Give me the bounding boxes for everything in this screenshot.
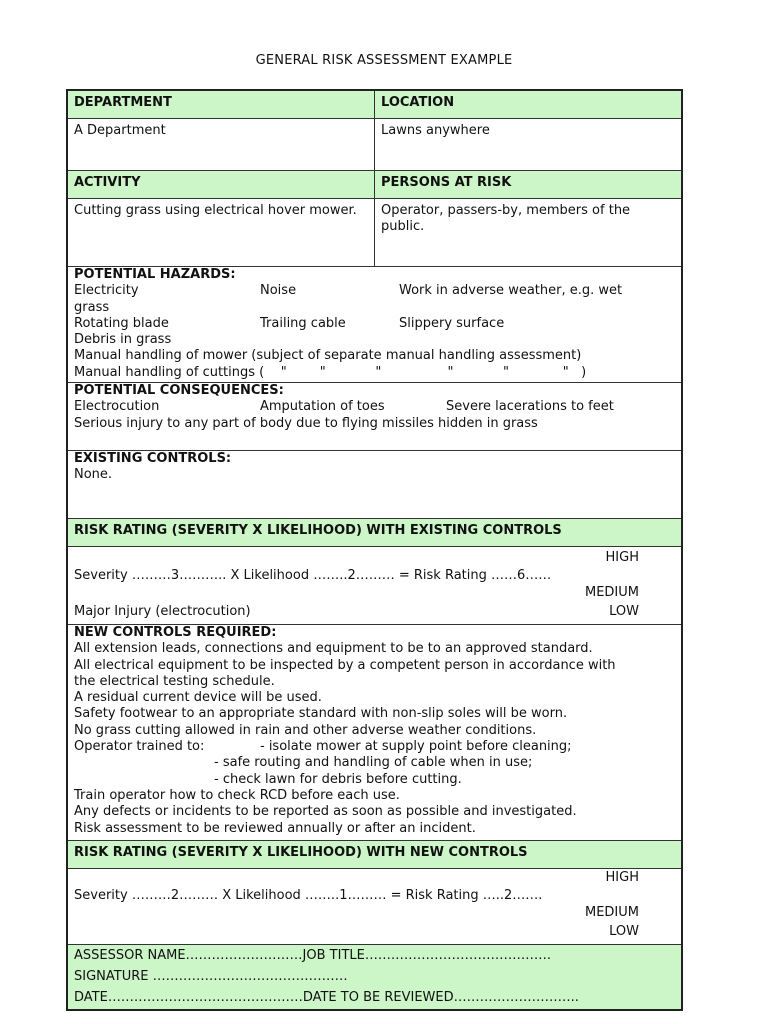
persons-at-risk-label: PERSONS AT RISK <box>381 175 512 190</box>
potential-hazards-section <box>68 267 681 383</box>
training-debris: - check lawn for debris before cutting. <box>214 771 462 787</box>
new-control-7 <box>74 739 675 755</box>
training-cable: - safe routing and handling of cable when in use; <box>214 755 533 771</box>
new-control-2: All electrical equipment to be inspected by a competent person in accordance with <box>74 657 616 673</box>
hazard-slippery-surface: Slippery surface <box>399 315 505 331</box>
department-value: A Department <box>68 119 375 170</box>
new-control-1: All extension leads, connections and equipment to be to an approved standard. <box>74 641 593 657</box>
consequence-serious-injury: Serious injury to any part of body due to flying missiles hidden in grass <box>74 415 538 431</box>
new-controls-section <box>68 625 681 841</box>
new-control-11: Any defects or incidents to be reported as soon as possible and investigated. <box>74 804 577 820</box>
new-control-5: Safety footwear to an appropriate standard with non-slip soles will be worn. <box>74 706 568 722</box>
training-isolate: - isolate mower at supply point before cleaning; <box>260 739 572 755</box>
new-control-4: A residual current device will be used. <box>74 690 322 706</box>
consequence-row-1 <box>74 399 675 415</box>
activity-value: Cutting grass using electrical hover mower. <box>68 199 375 266</box>
location-label: LOCATION <box>381 95 455 110</box>
operator-trained-label: Operator trained to: <box>74 739 205 755</box>
signature-field[interactable]: SIGNATURE ……………………………………… <box>74 969 348 984</box>
consequence-amputation: Amputation of toes <box>260 399 385 415</box>
hazard-adverse-weather: Work in adverse weather, e.g. wet <box>399 283 623 299</box>
dept-location-values <box>68 119 681 171</box>
new-control-10: Train operator how to check RCD before each use. <box>74 787 400 803</box>
risk-rating-new-header <box>68 841 681 869</box>
existing-controls-value: None. <box>74 467 113 483</box>
existing-controls-section <box>68 451 681 519</box>
sign-off-section <box>68 945 681 1009</box>
hazard-row-1 <box>74 283 675 299</box>
hazard-electricity: Electricity <box>74 283 139 299</box>
hazard-row-2 <box>74 316 675 332</box>
risk-rating-new-body <box>68 869 681 945</box>
location-value: Lawns anywhere <box>381 123 490 138</box>
persons-at-risk-value: Operator, passers-by, members of the public. <box>381 203 631 234</box>
hazard-noise: Noise <box>260 283 297 299</box>
new-control-3: the electrical testing schedule. <box>74 673 275 689</box>
existing-controls-label: EXISTING CONTROLS: <box>74 451 232 466</box>
rating-existing-high: HIGH <box>605 550 639 565</box>
date-field[interactable]: DATE………………………………………DATE TO BE REVIEWED……………………….. <box>74 990 579 1005</box>
new-control-12: Risk assessment to be reviewed annually or after an incident. <box>74 820 476 836</box>
risk-rating-existing-label: RISK RATING (SEVERITY X LIKELIHOOD) WITH EXISTING CONTROLS <box>74 523 562 538</box>
rating-existing-note: Major Injury (electrocution) <box>74 604 251 619</box>
rating-existing-medium: MEDIUM <box>584 585 639 600</box>
page-title: GENERAL RISK ASSESSMENT EXAMPLE <box>255 53 513 68</box>
rating-new-medium: MEDIUM <box>584 905 639 920</box>
hazard-manual-handling-cuttings: Manual handling of cuttings ( " " " " " " ) <box>74 364 587 380</box>
new-controls-label: NEW CONTROLS REQUIRED: <box>74 625 277 640</box>
potential-consequences-label: POTENTIAL CONSEQUENCES: <box>74 383 284 398</box>
risk-assessment-form <box>66 89 683 1011</box>
hazard-trailing-cable: Trailing cable <box>260 315 346 331</box>
new-control-6: No grass cutting allowed in rain and other adverse weather conditions. <box>74 722 537 738</box>
risk-rating-existing-header <box>68 519 681 547</box>
activity-persons-header <box>68 171 681 199</box>
rating-existing-formula: Severity ………3……….. X Likelihood ……..2……… = Risk Rating ……6…… <box>74 568 552 583</box>
department-label: DEPARTMENT <box>68 91 375 118</box>
hazard-manual-handling-mower: Manual handling of mower (subject of separate manual handling assessment) <box>74 348 582 364</box>
potential-hazards-label: POTENTIAL HAZARDS: <box>74 267 236 282</box>
hazard-row-1b: grass <box>74 299 110 315</box>
rating-new-low: LOW <box>609 924 639 939</box>
assessor-name-field[interactable]: ASSESSOR NAME………………………JOB TITLE……………………………………. <box>74 948 551 963</box>
rating-new-formula: Severity ………2……… X Likelihood ……..1……… = Risk Rating …..2……. <box>74 888 543 903</box>
hazard-rotating-blade: Rotating blade <box>74 315 169 331</box>
consequence-lacerations: Severe lacerations to feet <box>446 399 614 415</box>
risk-rating-new-label: RISK RATING (SEVERITY X LIKELIHOOD) WITH NEW CONTROLS <box>74 845 528 860</box>
rating-new-high: HIGH <box>605 870 639 885</box>
activity-label: ACTIVITY <box>68 171 375 198</box>
activity-persons-values <box>68 199 681 267</box>
dept-location-header <box>68 91 681 119</box>
rating-existing-low: LOW <box>609 604 639 619</box>
risk-rating-existing-body <box>68 547 681 625</box>
potential-consequences-section <box>68 383 681 451</box>
consequence-electrocution: Electrocution <box>74 399 160 415</box>
hazard-debris: Debris in grass <box>74 332 172 348</box>
